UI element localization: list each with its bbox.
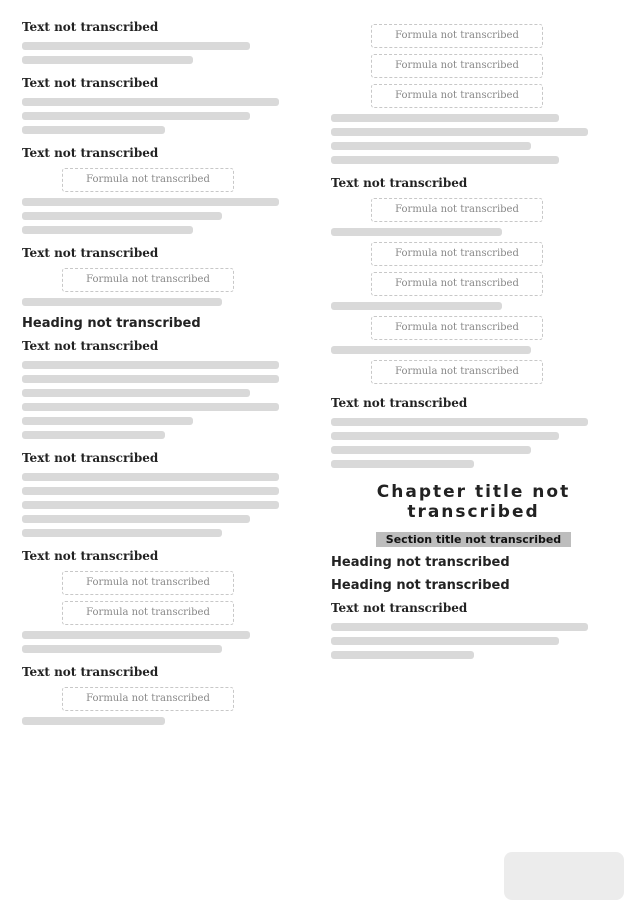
text-line	[22, 473, 279, 481]
text-line	[22, 298, 222, 306]
problem-placeholder: Text not transcribed	[22, 339, 159, 353]
formula-placeholder: Formula not transcribed	[371, 272, 543, 296]
text-line	[331, 446, 531, 454]
left-column	[22, 18, 307, 872]
text-line	[22, 487, 279, 495]
problem-placeholder: Text not transcribed	[22, 549, 159, 563]
text-line	[22, 631, 250, 639]
text-line	[331, 460, 474, 468]
problem-block	[22, 663, 307, 725]
text-line	[22, 226, 193, 234]
text-line	[331, 651, 474, 659]
problem-placeholder: Text not transcribed	[331, 396, 468, 410]
section-heading: Heading not transcribed	[22, 316, 201, 331]
text-line	[331, 228, 502, 236]
section-bar	[331, 528, 616, 547]
formula-placeholder: Formula not transcribed	[371, 24, 543, 48]
chapter-title: Chapter title not transcribed	[376, 482, 571, 522]
text-line	[22, 529, 222, 537]
formula-placeholder: Formula not transcribed	[371, 84, 543, 108]
text-line	[22, 98, 279, 106]
text-line	[331, 114, 559, 122]
formula-placeholder: Formula not transcribed	[62, 268, 234, 292]
formula-placeholder: Formula not transcribed	[62, 571, 234, 595]
formula-placeholder: Formula not transcribed	[371, 54, 543, 78]
text-line	[22, 515, 250, 523]
problem-placeholder: Text not transcribed	[22, 146, 159, 160]
formula-placeholder: Formula not transcribed	[371, 316, 543, 340]
sub-heading: Heading not transcribed	[331, 555, 510, 570]
problem-block	[331, 24, 616, 164]
problem-placeholder: Text not transcribed	[331, 601, 468, 615]
problem-placeholder: Text not transcribed	[331, 176, 468, 190]
problem-block	[22, 244, 307, 306]
problem-placeholder: Text not transcribed	[22, 76, 159, 90]
formula-placeholder: Formula not transcribed	[371, 198, 543, 222]
watermark-logo	[504, 852, 624, 900]
text-line	[22, 403, 279, 411]
text-line	[22, 198, 279, 206]
text-line	[22, 431, 165, 439]
problem-block	[331, 174, 616, 384]
text-line	[22, 717, 165, 725]
text-line	[331, 156, 559, 164]
text-line	[22, 501, 279, 509]
text-line	[22, 112, 250, 120]
text-line	[331, 142, 531, 150]
text-line	[331, 346, 531, 354]
problem-block	[22, 74, 307, 134]
problem-block	[22, 18, 307, 64]
problem-placeholder: Text not transcribed	[22, 246, 159, 260]
text-line	[331, 432, 559, 440]
text-line	[331, 418, 588, 426]
text-line	[22, 42, 250, 50]
text-line	[331, 128, 588, 136]
problem-placeholder: Text not transcribed	[22, 20, 159, 34]
problem-block	[331, 599, 616, 659]
text-line	[22, 212, 222, 220]
sub-heading: Heading not transcribed	[331, 578, 510, 593]
problem-placeholder: Text not transcribed	[22, 665, 159, 679]
text-line	[331, 302, 502, 310]
formula-placeholder: Formula not transcribed	[62, 168, 234, 192]
section-title: Section title not transcribed	[376, 532, 571, 547]
text-line	[22, 126, 165, 134]
formula-placeholder: Formula not transcribed	[62, 687, 234, 711]
text-line	[22, 389, 250, 397]
problem-block	[331, 394, 616, 468]
text-line	[22, 417, 193, 425]
text-line	[22, 375, 279, 383]
text-line	[331, 637, 559, 645]
formula-placeholder: Formula not transcribed	[371, 360, 543, 384]
problem-block	[22, 337, 307, 439]
text-line	[22, 361, 279, 369]
problem-placeholder: Text not transcribed	[22, 451, 159, 465]
problem-block	[22, 144, 307, 234]
text-line	[331, 623, 588, 631]
formula-placeholder: Formula not transcribed	[371, 242, 543, 266]
problem-block	[22, 449, 307, 537]
formula-placeholder: Formula not transcribed	[62, 601, 234, 625]
right-column	[331, 18, 616, 872]
text-line	[22, 56, 193, 64]
problem-block	[22, 547, 307, 653]
text-line	[22, 645, 222, 653]
